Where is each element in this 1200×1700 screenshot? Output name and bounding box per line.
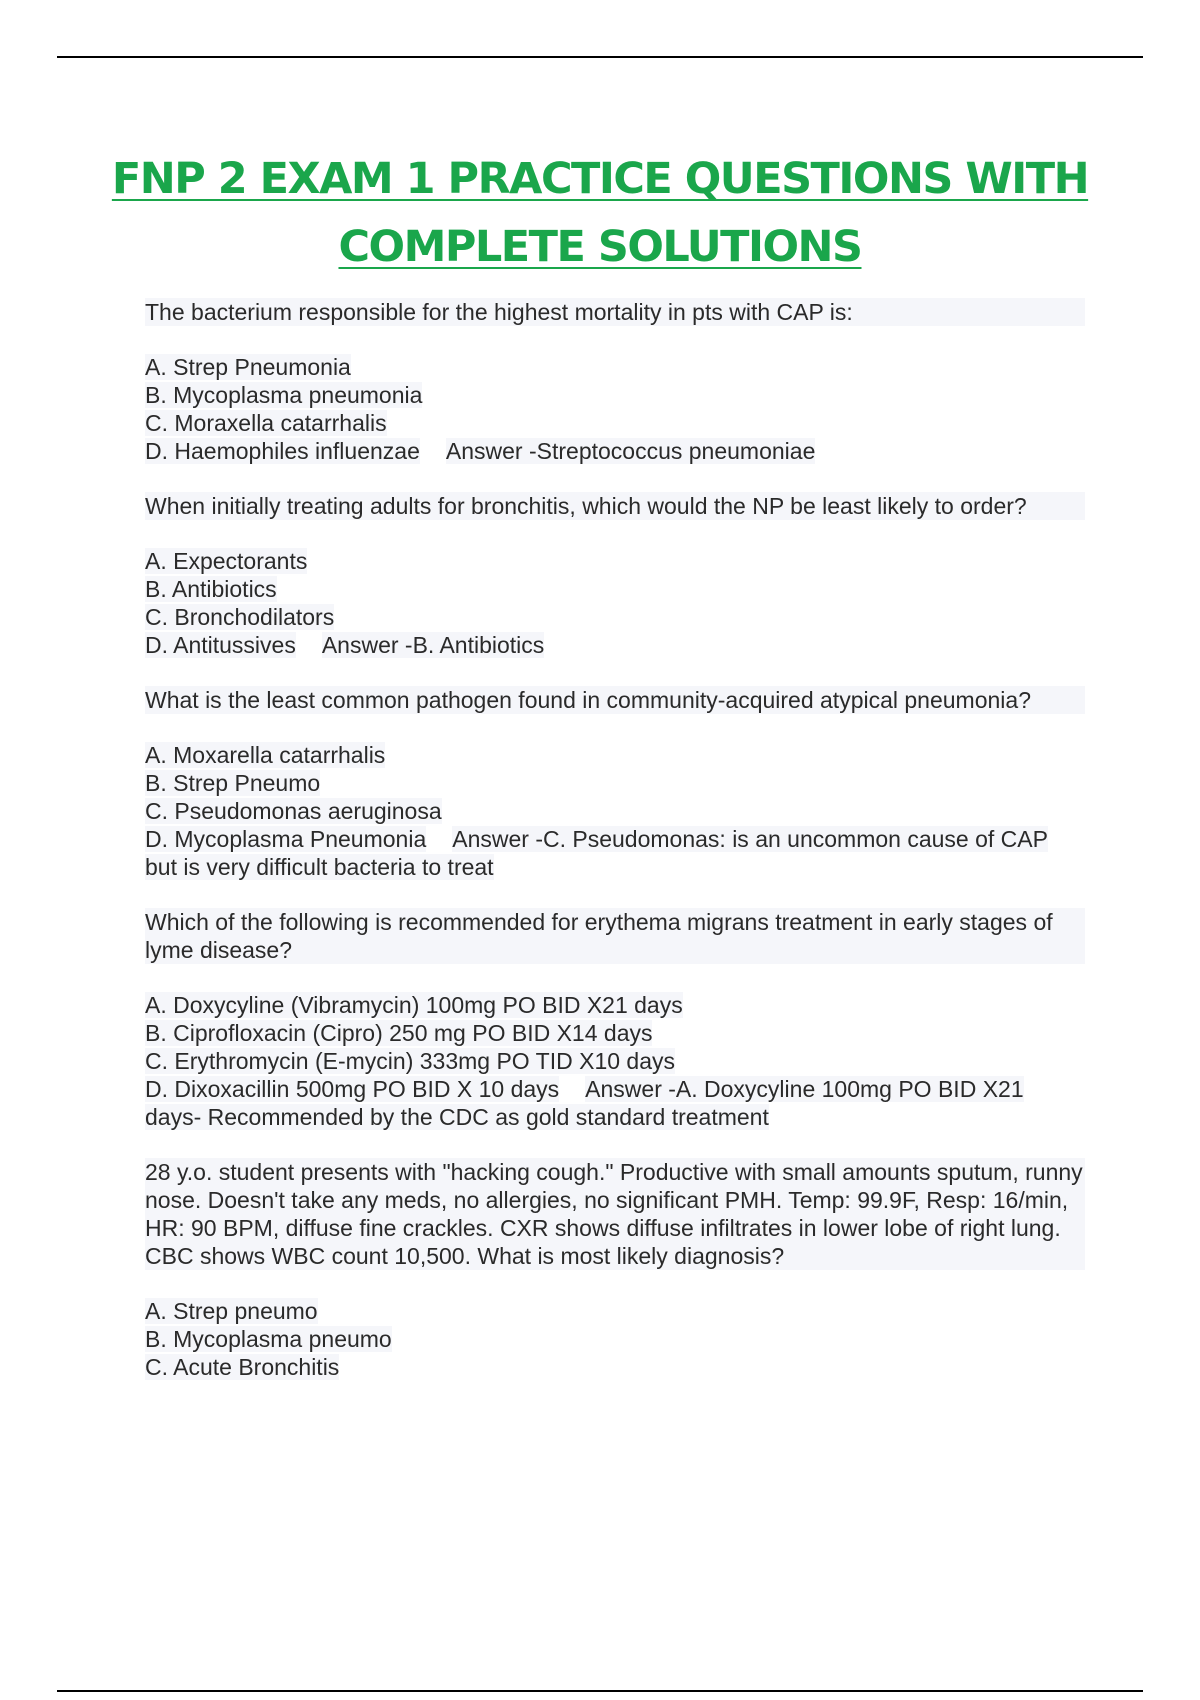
footer-rule: [57, 1690, 1143, 1692]
question-1: [145, 298, 1085, 465]
document-title: [100, 145, 1100, 281]
option-d: D. Dixoxacillin 500mg PO BID X 10 days Answer -A. Doxycyline 100mg PO BID X21 days- Recommended by the CDC as gold standard treatment: [145, 1076, 1024, 1130]
option-list: [145, 547, 1085, 659]
question-text: What is the least common pathogen found in community-acquired atypical pneumonia?: [145, 686, 1085, 714]
option-d: D. Haemophiles influenzae Answer -Streptococcus pneumoniae: [145, 438, 816, 464]
option-list: [145, 1297, 1085, 1381]
question-text: 28 y.o. student presents with "hacking cough." Productive with small amounts sputum, runny nose. Doesn't take any meds, no allergies, no significant PMH. Temp: 99.9F, Resp: 16/min, HR: 90 BPM, diffuse fine crackles. CXR shows diffuse infiltrates in lower lobe of right lung. CBC shows WBC count 10,500. What is most likely diagnosis?: [145, 1158, 1085, 1270]
answer-text: Answer -A. Doxycyline 100mg PO BID X21 days- Recommended by the CDC as gold standard treatment: [145, 1076, 1024, 1130]
option-c: C. Bronchodilators: [145, 604, 335, 630]
question-text: When initially treating adults for bronchitis, which would the NP be least likely to order?: [145, 492, 1085, 520]
option-a: A. Moxarella catarrhalis: [145, 742, 386, 768]
option-c: C. Acute Bronchitis: [145, 1354, 340, 1380]
option-a: A. Strep pneumo: [145, 1298, 318, 1324]
question-text: The bacterium responsible for the highest mortality in pts with CAP is:: [145, 298, 1085, 326]
answer-text: Answer -B. Antibiotics: [321, 632, 545, 658]
option-b: B. Strep Pneumo: [145, 770, 321, 796]
option-b: B. Mycoplasma pneumonia: [145, 382, 423, 408]
option-d: D. Antitussives Answer -B. Antibiotics: [145, 632, 545, 658]
question-3: [145, 686, 1085, 881]
option-list: [145, 741, 1085, 881]
header-rule: [57, 56, 1143, 58]
option-b: B. Antibiotics: [145, 576, 277, 602]
question-text: Which of the following is recommended for erythema migrans treatment in early stages of lyme disease?: [145, 908, 1085, 964]
option-a: A. Expectorants: [145, 548, 308, 574]
option-a: A. Strep Pneumonia: [145, 354, 351, 380]
answer-text: Answer -C. Pseudomonas: is an uncommon cause of CAP but is very difficult bacteria to treat: [145, 826, 1048, 880]
question-list: [145, 298, 1085, 1408]
option-list: [145, 353, 1085, 465]
title-line-1: FNP 2 EXAM 1 PRACTICE QUESTIONS WITH: [111, 154, 1089, 204]
question-4: [145, 908, 1085, 1131]
option-c: C. Erythromycin (E-mycin) 333mg PO TID X10 days: [145, 1048, 675, 1074]
title-line-2: COMPLETE SOLUTIONS: [338, 222, 862, 272]
answer-text: Answer -Streptococcus pneumoniae: [445, 438, 816, 464]
option-c: C. Moraxella catarrhalis: [145, 410, 387, 436]
option-b: B. Ciprofloxacin (Cipro) 250 mg PO BID X14 days: [145, 1020, 653, 1046]
option-b: B. Mycoplasma pneumo: [145, 1326, 392, 1352]
option-d: D. Mycoplasma Pneumonia Answer -C. Pseudomonas: is an uncommon cause of CAP but is very difficult bacteria to treat: [145, 826, 1048, 880]
question-5: [145, 1158, 1085, 1381]
option-a: A. Doxycyline (Vibramycin) 100mg PO BID X21 days: [145, 992, 683, 1018]
question-2: [145, 492, 1085, 659]
option-list: [145, 991, 1085, 1131]
option-c: C. Pseudomonas aeruginosa: [145, 798, 442, 824]
